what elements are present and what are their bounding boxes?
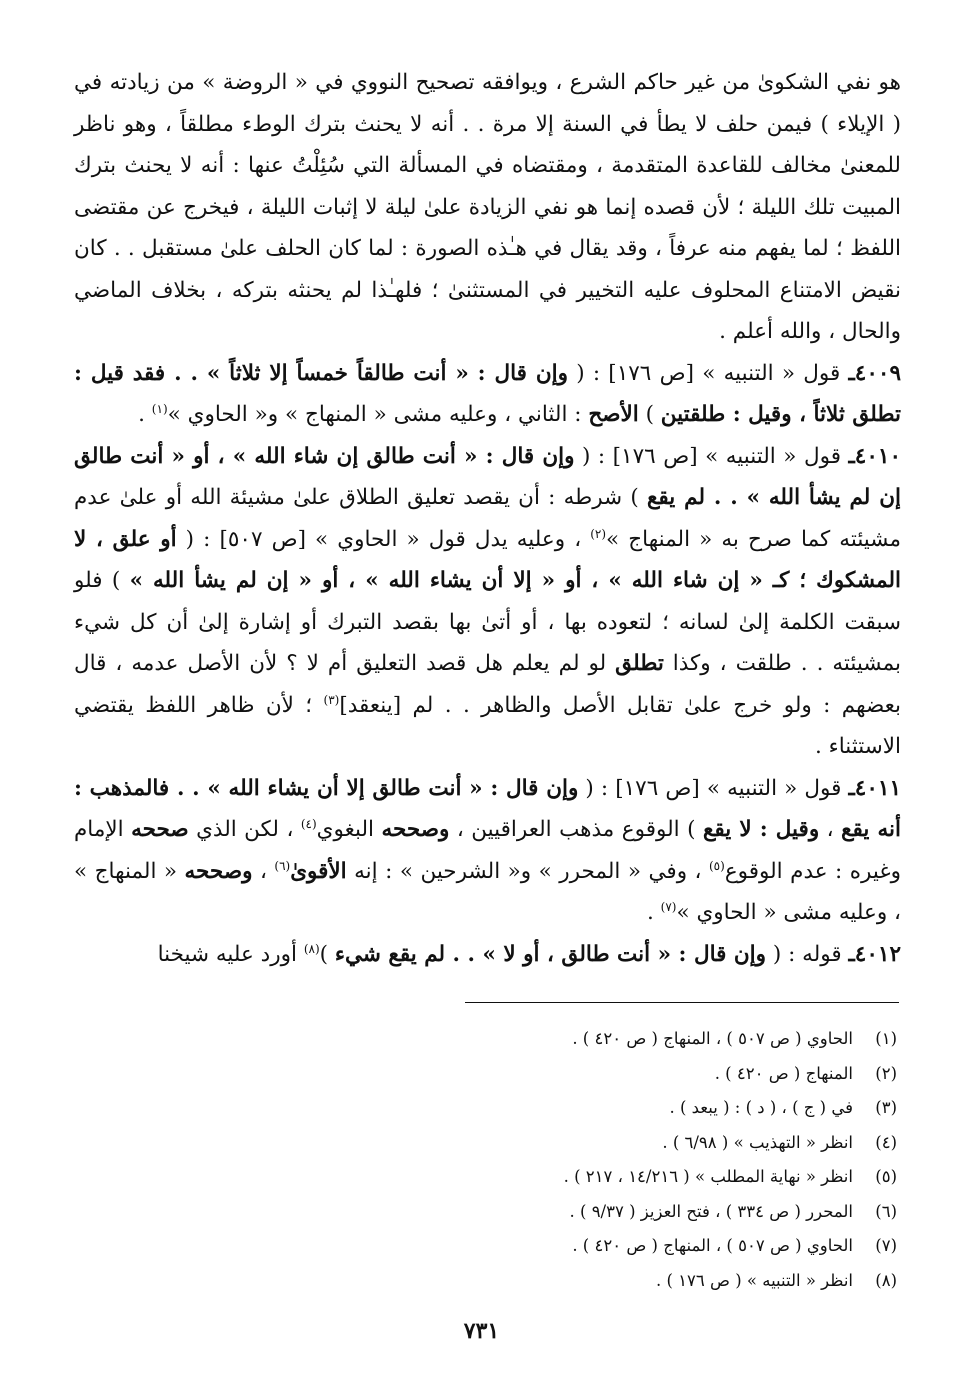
paragraph-4012 xyxy=(74,934,901,976)
footnote-ref[interactable]: (٦) xyxy=(274,858,291,873)
text-run: ، لكن الذي xyxy=(188,817,301,842)
paragraph-number: ٤٠١١ـ xyxy=(848,775,901,801)
footnote-number: (٢) xyxy=(875,1063,897,1083)
footnote-ref[interactable]: (٣) xyxy=(323,692,340,707)
emphasis-text: الأقوىٰ xyxy=(290,858,347,884)
text-run: قول « التنبيه » [ص ١٧٦] : ( xyxy=(578,775,849,801)
footnote-number: (٥) xyxy=(875,1167,897,1186)
footnote-item xyxy=(217,1022,897,1057)
intro-line: هو نفي الشكوىٰ من غير حاكم الشرع ، ويوافقه تصحيح النووي في « الروضة » من زيادته في xyxy=(74,70,901,95)
quoted-text: وإن قال : « أنت طالقاً خمساً إلا ثلاثاً » . . فقد قيل : تطلق ثلاثاً ، وقيل : طلقتين xyxy=(74,360,901,427)
intro-line: يفهم منه عرفاً ، وقد يقال في هـٰذه الصورة : لما كان الحلف علىٰ مستقبل . . كان نقيض الامتناع xyxy=(74,236,901,303)
text-run: ، وفي « المحرر » و« الشرحين » : إنه xyxy=(346,858,709,884)
quoted-text: وإن قال : « أنت طالق إن شاء الله » ، أو « أنت طالق إن لم يشأ الله » . . لم يقع xyxy=(74,443,901,510)
footnote-text: المحرر ( ص ٣٣٤ ) ، فتح العزيز ( ٩/٣٧ ) . xyxy=(569,1201,853,1221)
paragraph-4011 xyxy=(74,768,901,934)
paragraph-number: ٤٠١٠ـ xyxy=(848,443,901,469)
quoted-text: وإن قال : « أنت طالق ، أو لا » . . لم يقع شيء xyxy=(334,941,767,967)
quoted-text: أو علق ، لا المشكوك ؛ كـ « إن شاء الله » ، أو « إلا أن يشاء الله » ، أو « إن لم يشأ الله » xyxy=(74,526,902,593)
footnote-ref[interactable]: (٢) xyxy=(590,526,607,541)
footnote-number: (٤) xyxy=(875,1132,897,1152)
intro-line: ( الإيلاء ) فيمن حلف لا يطأ في السنة إلا مرة . . أنه لا يحنث بترك الوطء مطلقاً ، وهو ناظر للمعنىٰ xyxy=(74,111,901,178)
text-run: لو لم يعلم هل قصد التعليق أم لا ؟ لأن الأصل عدمه ، قال بعضهم : ولو خرج علىٰ تقابل الأصل والظاهر . . لم [ينعقد] xyxy=(74,651,901,718)
emphasis-text: صححه xyxy=(131,817,189,842)
intro-line: مخالف للقاعدة المتقدمة ، ومقتضاه في المسألة التي سُئِلْتُ عنها : أنه لا يحنث بترك المبيت تلك xyxy=(74,153,901,220)
text-run: ، xyxy=(252,858,275,884)
paragraph-4009 xyxy=(74,353,901,436)
paragraph-number: ٤٠١٢ـ xyxy=(848,941,901,967)
text-run: ، وعليه يدل قول « الحاوي » [ص ٥٠٧] : ( xyxy=(176,526,591,552)
footnote-item xyxy=(217,1195,897,1230)
text-run: ؛ لأن ظاهر اللفظ يقتضي الاستثناء . xyxy=(74,692,901,759)
text-run: « المنهاج » ، وعليه مشى « الحاوي » xyxy=(74,858,901,925)
text-run: البغوي xyxy=(316,817,382,842)
footnote-divider xyxy=(465,1002,899,1003)
footnote-item xyxy=(217,1229,897,1264)
text-run: قوله : ( xyxy=(766,941,849,967)
footnote-ref[interactable]: (٧) xyxy=(660,899,677,914)
intro-line: المحلوف عليه التخيير في المستثنىٰ ؛ فلهـٰذا لم يحنثه بتركه ، بخلاف الماضي والحال ، والله xyxy=(74,277,901,344)
footnote-item xyxy=(217,1126,897,1161)
footnotes xyxy=(217,1022,897,1298)
paragraph-4010 xyxy=(74,436,901,768)
footnote-number: (٣) xyxy=(875,1098,897,1117)
footnote-ref[interactable]: (٤) xyxy=(300,816,317,831)
footnote-text: في ( ج ) ، ( د ) : ( يبعد ) . xyxy=(669,1098,853,1117)
page-number: ٧٣١ xyxy=(463,1318,500,1344)
footnote-item xyxy=(217,1057,897,1092)
quoted-text: وإن قال : « أنت طالق إلا أن يشاء الله » . . فالمذهب : أنه يقع xyxy=(74,775,901,842)
footnote-text: انظر « التهذيب » ( ٦/٩٨ ) . xyxy=(662,1132,853,1152)
main-text xyxy=(74,62,901,975)
footnote-item xyxy=(217,1264,897,1299)
footnote-item xyxy=(217,1091,897,1126)
text-run: ) شرطه : أن يقصد تعليق الطلاق علىٰ مشيئة الله أو علىٰ عدم مشيئته كما صرح به « المنهاج » xyxy=(74,485,901,552)
text-run: ) xyxy=(638,402,661,427)
footnote-text: انظر « التنبيه » ( ص ١٧٦ ) . xyxy=(656,1270,853,1290)
text-run: قول « التنبيه » [ص ١٧٦] : ( xyxy=(574,443,849,469)
emphasis-text: الأصح xyxy=(588,402,639,427)
paragraph-number: ٤٠٠٩ـ xyxy=(848,360,901,386)
footnote-item xyxy=(217,1160,897,1195)
quoted-text: وقيل : لا يقع xyxy=(702,817,820,842)
footnote-ref[interactable]: (١) xyxy=(151,401,168,416)
text-run: الإمام وغيره : عدم الوقوع xyxy=(74,817,902,884)
footnote-number: (٨) xyxy=(875,1270,897,1290)
text-run: ) فلو سبقت الكلمة إلىٰ لسانه ؛ لتعوده بها ، أو أتىٰ بها بقصد التبرك أو إشارة إلىٰ أن كل شيء بمشيئته . . طلقت ، وكذا xyxy=(74,568,901,676)
text-run: أورد عليه شيخنا xyxy=(157,941,304,967)
text-run: ، xyxy=(819,817,842,842)
text-run: ) الوقوع مذهب العراقيين ، xyxy=(449,817,703,842)
text-run: . xyxy=(138,402,152,427)
text-run: ) xyxy=(319,941,335,967)
emphasis-text: وصححه xyxy=(184,858,253,884)
intro-line: الليلة ؛ لأن قصده إنما هو نفي الزيادة علىٰ ليلة لا إثبات الليلة ، فيخرج عن مقتضى اللفظ ؛ لما xyxy=(74,194,901,261)
text-run: قول « التنبيه » [ص ١٧٦] : ( xyxy=(567,360,849,386)
footnote-ref[interactable]: (٥) xyxy=(708,858,725,873)
footnote-text: المنهاج ( ص ٤٢٠ ) . xyxy=(714,1063,853,1083)
emphasis-text: وصححه xyxy=(381,817,450,842)
emphasis-text: تطلق xyxy=(615,651,664,676)
footnote-number: (٧) xyxy=(875,1236,897,1255)
footnote-text: انظر « نهاية المطلب » ( ١٤/٢١٦ ، ٢١٧ ) . xyxy=(563,1167,853,1186)
footnote-number: (٦) xyxy=(875,1201,897,1221)
intro-paragraph xyxy=(74,62,901,353)
text-run: . xyxy=(646,900,661,925)
footnote-ref[interactable]: (٨) xyxy=(303,941,320,956)
intro-line: أعلم . xyxy=(719,319,774,344)
footnote-number: (١) xyxy=(875,1029,897,1048)
text-run: : الثاني ، وعليه مشى « المنهاج » و« الحاوي » xyxy=(167,402,589,427)
footnote-text: الحاوي ( ص ٥٠٧ ) ، المنهاج ( ص ٤٢٠ ) . xyxy=(572,1029,853,1048)
footnote-text: الحاوي ( ص ٥٠٧ ) ، المنهاج ( ص ٤٢٠ ) . xyxy=(572,1236,853,1255)
